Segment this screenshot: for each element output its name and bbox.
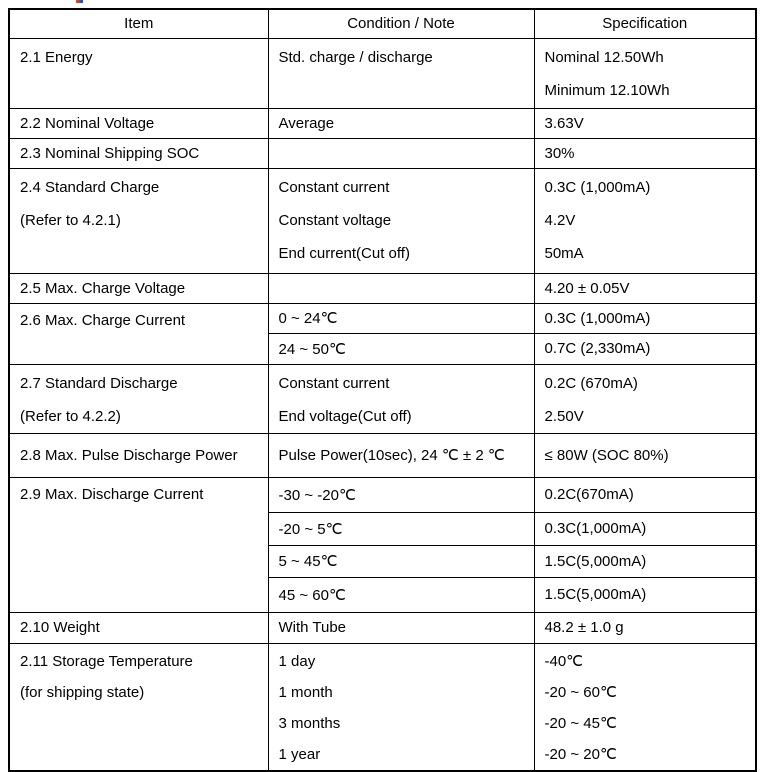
cell-condition-2-7 [268, 364, 534, 433]
cell-spec-2-6a [534, 303, 756, 333]
cell-text: Average [278, 114, 335, 132]
cell-text: 3 months [278, 714, 341, 732]
cell-text: 2.10 Weight [20, 619, 100, 636]
cell-item-2-2 [9, 108, 268, 138]
cell-text: (for shipping state) [20, 683, 145, 701]
cell-spec-2-7 [534, 364, 756, 433]
cell-text: 0.2C (670mA) [544, 374, 638, 392]
table-row-2-4 [9, 168, 756, 273]
cell-text: 2.50V [544, 407, 584, 425]
cell-item-2-4 [9, 168, 268, 273]
cell-text: 3.63V [544, 114, 584, 132]
cell-text: -20 ~ 5℃ [278, 520, 343, 538]
cell-text: End voltage(Cut off) [278, 407, 412, 425]
cell-condition-2-2 [268, 108, 534, 138]
cell-item-2-8 [9, 433, 268, 477]
cell-condition-2-6a [268, 303, 534, 333]
cell-text: Pulse Power(10sec), 24 ℃ ± 2 ℃ [278, 447, 505, 464]
cell-condition-2-8 [268, 433, 534, 477]
col-header-item: Item [9, 9, 268, 38]
cell-condition-2-9b [268, 512, 534, 545]
cell-item-2-11 [9, 643, 268, 771]
cell-spec-2-4 [534, 168, 756, 273]
col-header-condition-note: Condition / Note [268, 9, 534, 38]
cell-text: Std. charge / discharge [278, 48, 433, 66]
cell-text: 2.8 Max. Pulse Discharge Power [20, 446, 238, 464]
cell-text: With Tube [278, 619, 347, 636]
cell-spec-2-10 [534, 612, 756, 643]
cell-text: 2.7 Standard Discharge [20, 374, 178, 392]
cell-text: 2.3 Nominal Shipping SOC [20, 144, 200, 162]
cell-item-2-5 [9, 273, 268, 303]
cell-text: 4.20 ± 0.05V [544, 279, 630, 297]
cell-text: 2.6 Max. Charge Current [20, 311, 186, 329]
cell-condition-2-3 [268, 138, 534, 168]
cell-item-2-7 [9, 364, 268, 433]
cell-text: 1 month [278, 683, 333, 701]
cell-spec-2-9c [534, 545, 756, 577]
cell-text: Constant voltage [278, 211, 392, 229]
cell-text: 0.3C(1,000mA) [544, 520, 647, 537]
cell-condition-2-4 [268, 168, 534, 273]
cell-text: -20 ~ 20℃ [544, 746, 617, 763]
cell-spec-2-9d [534, 577, 756, 612]
cell-condition-2-5 [268, 273, 534, 303]
table-row-2-8 [9, 433, 756, 477]
cell-text: 2.4 Standard Charge [20, 178, 160, 196]
cell-text: 0 ~ 24℃ [278, 310, 338, 327]
cell-text: 0.3C (1,000mA) [544, 309, 651, 327]
cell-text: End current(Cut off) [278, 244, 410, 262]
cell-condition-2-11 [268, 643, 534, 771]
cell-text: 1 year [278, 745, 321, 763]
cell-spec-2-5 [534, 273, 756, 303]
cell-text: (Refer to 4.2.2) [20, 407, 121, 425]
cell-spec-2-3 [534, 138, 756, 168]
cell-item-2-10 [9, 612, 268, 643]
cropped-heading-fragment [76, 0, 83, 3]
cell-text: 2.11 Storage Temperature [20, 652, 193, 670]
cell-item-2-9 [9, 477, 268, 612]
cell-condition-2-10 [268, 612, 534, 643]
cell-text: 2.5 Max. Charge Voltage [20, 279, 186, 297]
table-row-2-9a [9, 477, 756, 512]
cell-spec-2-6b [534, 333, 756, 364]
cell-item-2-1 [9, 38, 268, 108]
table-row-2-3 [9, 138, 756, 168]
cell-spec-2-8 [534, 433, 756, 477]
cell-text: 50mA [544, 244, 584, 262]
cell-condition-2-6b [268, 333, 534, 364]
cell-text: 0.3C (1,000mA) [544, 178, 651, 196]
cell-text: 48.2 ± 1.0 g [544, 619, 624, 636]
cell-text: 2.2 Nominal Voltage [20, 114, 155, 132]
cell-spec-2-11 [534, 643, 756, 771]
cell-text: 0.2C(670mA) [544, 486, 634, 503]
cell-text: -20 ~ 60℃ [544, 684, 617, 701]
table-row-2-5 [9, 273, 756, 303]
cell-text: Minimum 12.10Wh [544, 81, 670, 99]
cell-text: 1.5C(5,000mA) [544, 552, 647, 570]
cell-condition-2-9d [268, 577, 534, 612]
header-row [9, 9, 756, 38]
cell-text: Nominal 12.50Wh [544, 48, 664, 66]
cell-text: 24 ~ 50℃ [278, 340, 346, 358]
table-row-2-10 [9, 612, 756, 643]
table-row-2-6a [9, 303, 756, 333]
cell-condition-2-9c [268, 545, 534, 577]
cell-text: 30% [544, 144, 575, 162]
cell-text: 5 ~ 45℃ [278, 553, 338, 570]
cell-spec-2-1 [534, 38, 756, 108]
battery-spec-table [8, 8, 757, 772]
cell-condition-2-9a [268, 477, 534, 512]
cell-text: 1 day [278, 652, 316, 670]
cell-text: 4.2V [544, 211, 576, 229]
table-row-2-11 [9, 643, 756, 771]
cell-condition-2-1 [268, 38, 534, 108]
cell-item-2-3 [9, 138, 268, 168]
cell-text: -20 ~ 45℃ [544, 715, 617, 732]
cell-spec-2-9a [534, 477, 756, 512]
cell-item-2-6 [9, 303, 268, 364]
cell-text: -40℃ [544, 653, 584, 670]
table-row-2-1 [9, 38, 756, 108]
cell-text: Constant current [278, 178, 390, 196]
cell-text: 2.9 Max. Discharge Current [20, 485, 204, 503]
col-header-specification: Specification [534, 9, 756, 38]
cell-text: 45 ~ 60℃ [278, 586, 346, 604]
cell-text: Constant current [278, 374, 390, 392]
table-row-2-7 [9, 364, 756, 433]
cell-text: 2.1 Energy [20, 48, 93, 66]
cell-spec-2-9b [534, 512, 756, 545]
cell-spec-2-2 [534, 108, 756, 138]
cell-text: 0.7C (2,330mA) [544, 340, 651, 357]
cell-text: ≤ 80W (SOC 80%) [544, 446, 669, 464]
table-row-2-2 [9, 108, 756, 138]
cell-text: -30 ~ -20℃ [278, 486, 356, 504]
cell-text: (Refer to 4.2.1) [20, 211, 121, 229]
cell-text: 1.5C(5,000mA) [544, 586, 647, 603]
